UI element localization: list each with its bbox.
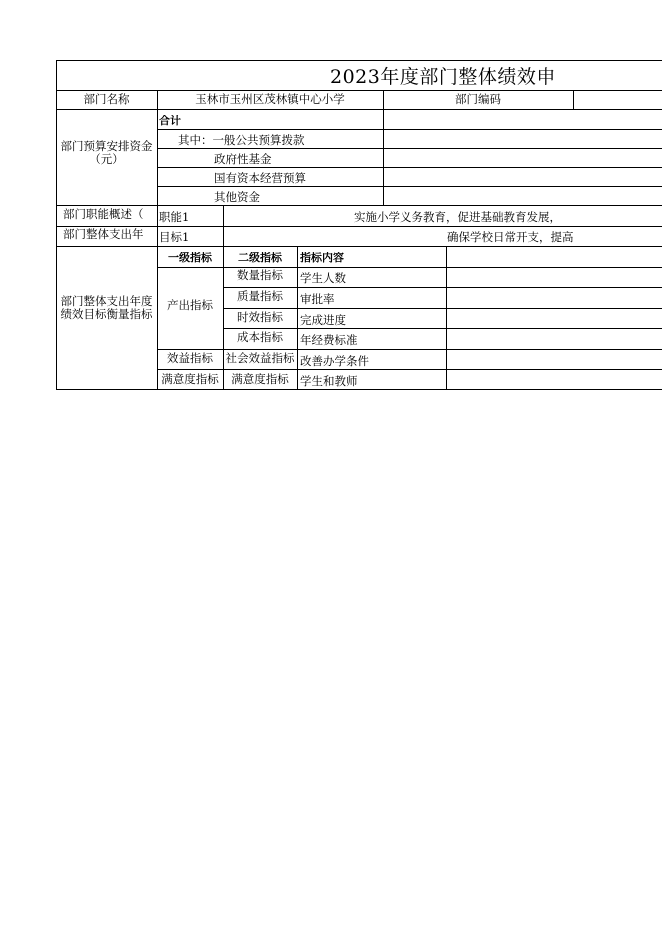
budget-general: 其中：一般公共预算拨款	[178, 134, 305, 147]
indicator-level2: 时效指标	[237, 311, 283, 324]
indicator-label: 部门整体支出年度绩效目标衡量指标	[60, 295, 153, 322]
grid-line	[573, 90, 574, 110]
function-label: 部门职能概述（	[63, 208, 144, 221]
header-level1: 一级指标	[168, 252, 212, 264]
dept-name-value: 玉林市玉州区茂林镇中心小学	[195, 93, 345, 106]
grid-line	[223, 287, 662, 288]
function-text: 实施小学义务教育，促进基础教育发展，	[354, 211, 561, 224]
grid-line	[383, 90, 384, 206]
grid-line	[56, 246, 662, 247]
indicator-content: 审批率	[300, 293, 335, 306]
grid-line	[223, 205, 224, 247]
indicator-content: 完成进度	[300, 314, 346, 327]
budget-total: 合计	[159, 115, 181, 127]
grid-line	[223, 308, 662, 309]
target-text: 确保学校日常开支，提高	[447, 231, 574, 244]
target-label: 部门整体支出年	[63, 228, 144, 241]
budget-label: 部门预算安排资金（元）	[60, 140, 153, 167]
grid-line	[157, 90, 158, 390]
header-content: 指标内容	[300, 252, 344, 264]
budget-gov-fund: 政府性基金	[214, 153, 272, 166]
indicator-content: 学生和教师	[300, 375, 358, 388]
grid-line	[223, 328, 662, 329]
benefit-indicator: 效益指标	[167, 352, 213, 365]
grid-line	[56, 109, 662, 110]
grid-line	[56, 226, 662, 227]
function-key: 职能1	[159, 211, 190, 224]
grid-line	[157, 167, 662, 168]
header-level2: 二级指标	[238, 252, 282, 264]
title-text: 2023年度部门整体绩效申	[330, 66, 556, 88]
indicator-content: 改善办学条件	[300, 355, 369, 368]
indicator-level2: 数量指标	[237, 269, 283, 282]
indicator-level2: 成本指标	[237, 331, 283, 344]
grid-line	[157, 267, 662, 268]
grid-line	[157, 186, 662, 187]
satisfaction-indicator: 满意度指标	[161, 373, 219, 386]
indicator-content: 年经费标准	[300, 334, 358, 347]
grid-line	[297, 246, 298, 390]
indicator-level2: 满意度指标	[231, 373, 289, 386]
grid-line	[223, 246, 224, 390]
grid-line	[56, 90, 662, 91]
grid-line	[157, 129, 662, 130]
grid-line	[157, 349, 662, 350]
grid-line	[56, 60, 662, 61]
indicator-level2: 质量指标	[237, 290, 283, 303]
dept-code-label: 部门编码	[455, 93, 501, 106]
indicator-content: 学生人数	[300, 272, 346, 285]
dept-name-label: 部门名称	[83, 93, 130, 106]
grid-line	[56, 60, 57, 390]
budget-other: 其他资金	[214, 191, 260, 204]
target-key: 目标1	[159, 231, 190, 244]
budget-state-capital: 国有资本经营预算	[214, 172, 306, 185]
grid-line	[157, 148, 662, 149]
grid-line	[446, 246, 447, 390]
grid-line	[56, 389, 662, 390]
grid-line	[56, 205, 662, 206]
performance-sheet	[56, 60, 662, 390]
indicator-level2: 社会效益指标	[225, 352, 295, 365]
grid-line	[157, 369, 662, 370]
sheet-title	[56, 60, 662, 89]
output-indicator: 产出指标	[167, 299, 213, 312]
